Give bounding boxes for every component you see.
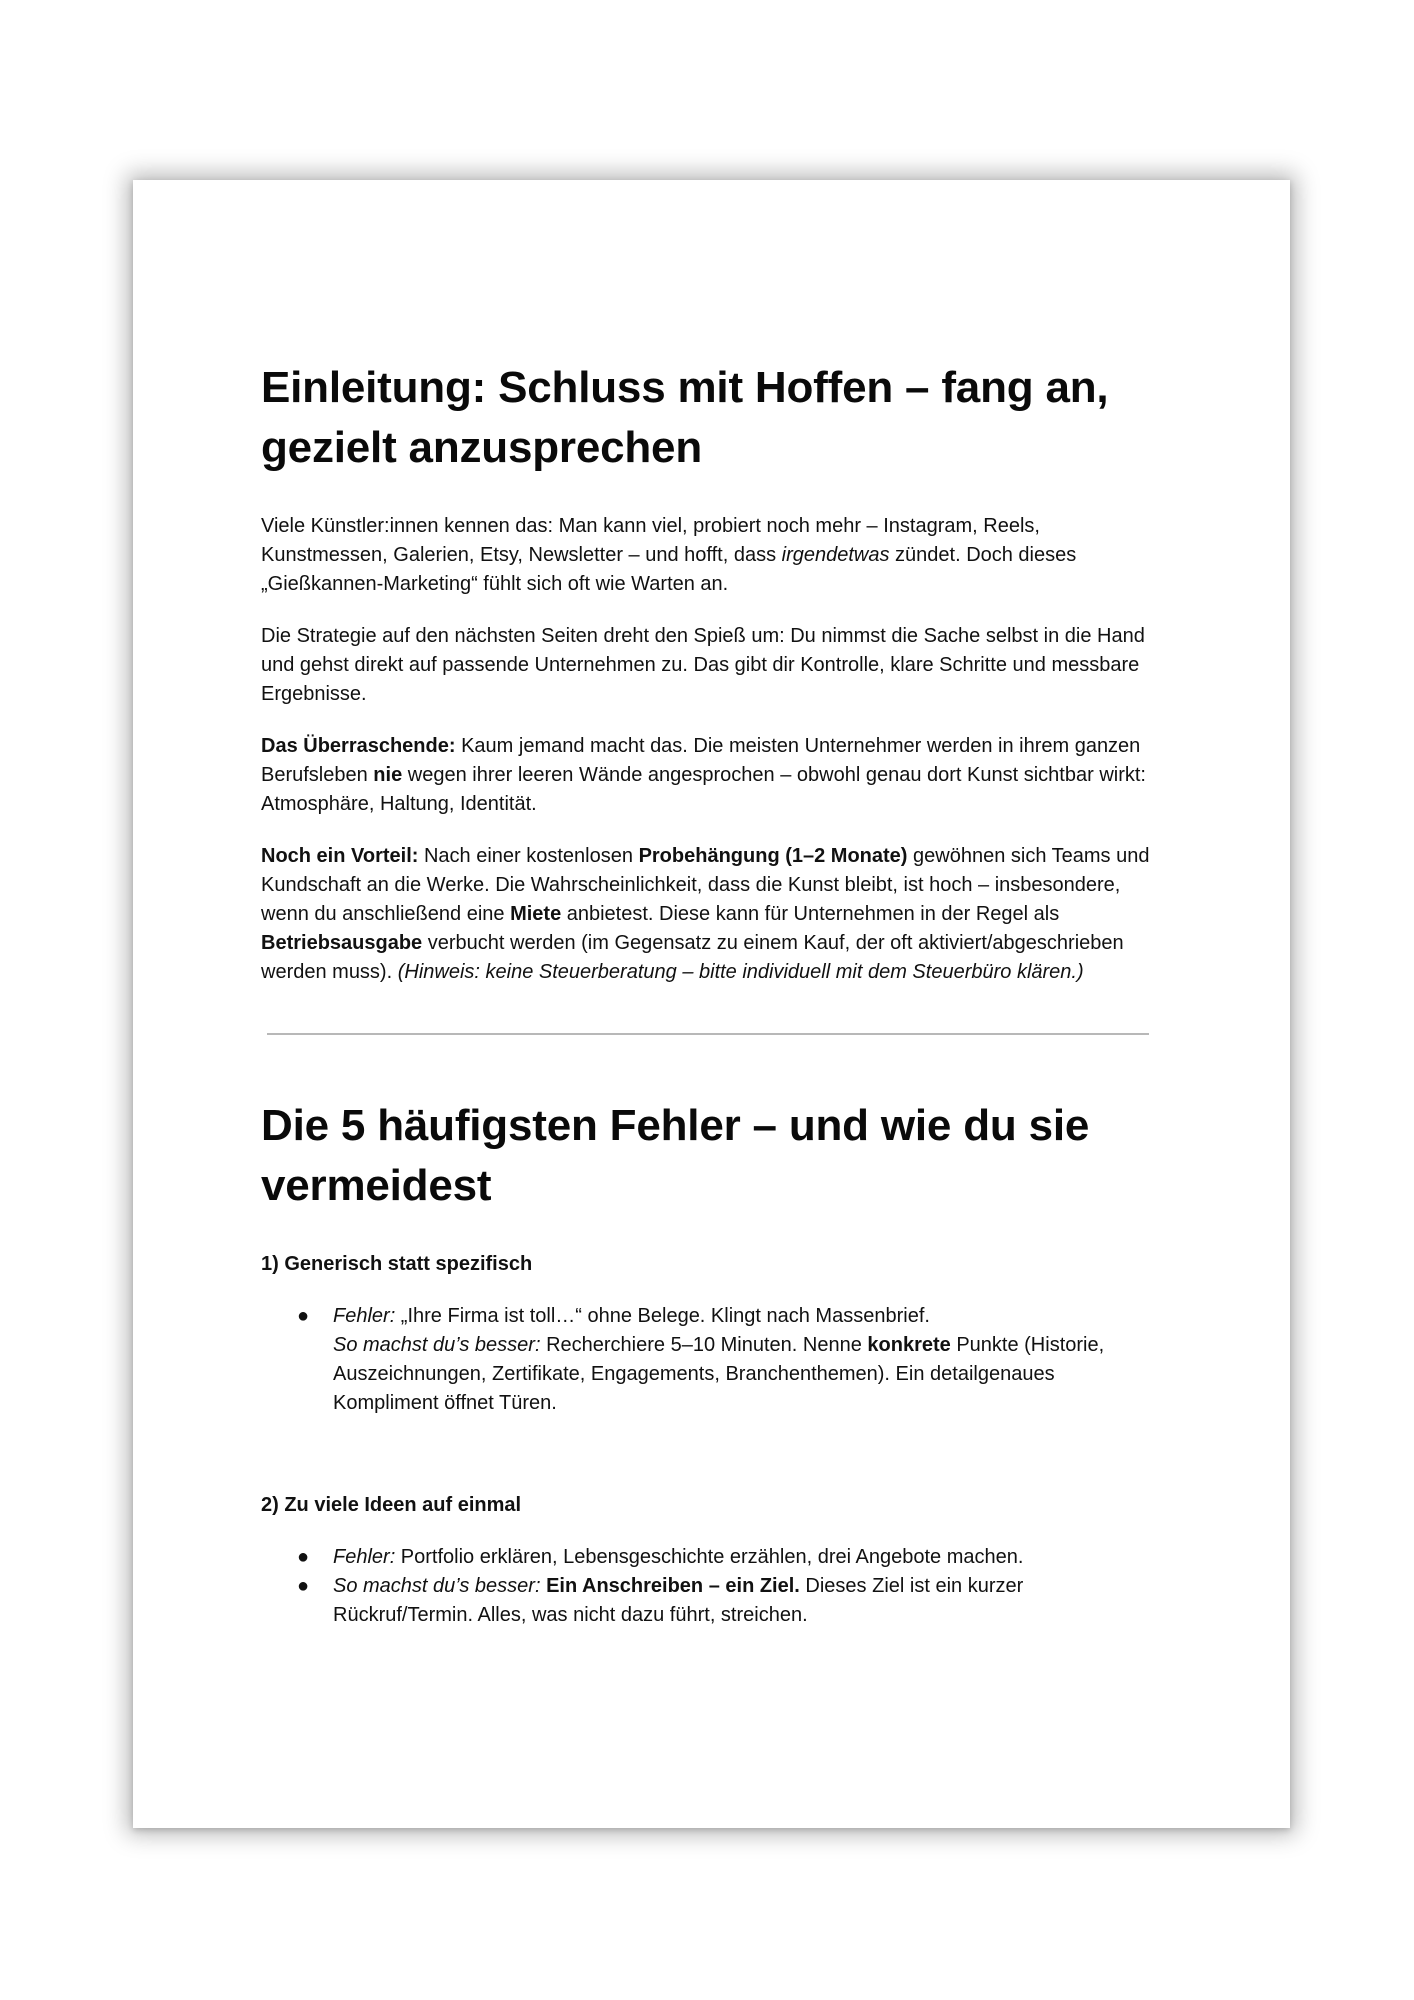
mistake-1-list: [261, 1302, 1156, 1418]
mistakes-heading: Die 5 häufigsten Fehler – und wie du sie vermeidest: [261, 1101, 1090, 1210]
list-item: ● Fehler: Portfolio erklären, Lebensgeschichte erzählen, drei Angebote machen.: [333, 1543, 1156, 1572]
horizontal-divider: [267, 1033, 1149, 1035]
mistake-2-title: 2) Zu viele Ideen auf einmal: [261, 1494, 522, 1516]
intro-paragraph-3: Das Überraschende: Kaum jemand macht das. Die meisten Unternehmer werden in ihrem ganzen Berufsleben nie wegen ihrer leeren Wände angesprochen – obwohl genau dort Kunst sichtbar wirkt: Atmosphäre, Haltung, Identität.: [261, 735, 1146, 815]
emphasis-text: irgendetwas: [781, 544, 890, 566]
bullet-icon: ●: [297, 1546, 310, 1568]
bullet-icon: ●: [297, 1305, 310, 1327]
intro-heading: Einleitung: Schluss mit Hoffen – fang an, gezielt anzusprechen: [261, 363, 1109, 472]
tax-disclaimer: (Hinweis: keine Steuerberatung – bitte individuell mit dem Steuerbüro klären.): [397, 961, 1084, 983]
paragraph-label: Noch ein Vorteil:: [261, 845, 419, 867]
paragraph-label: Das Überraschende:: [261, 735, 456, 757]
list-item: ● So machst du’s besser: Ein Anschreiben – ein Ziel. Dieses Ziel ist ein kurzer Rückruf/Termin. Alles, was nicht dazu führt, streichen.: [333, 1572, 1156, 1630]
mistake-1-title: 1) Generisch statt spezifisch: [261, 1253, 533, 1275]
list-item: ● Fehler: „Ihre Firma ist toll…“ ohne Belege. Klingt nach Massenbrief. So machst du’s besser: Recherchiere 5–10 Minuten. Nenne konkrete Punkte (Historie, Auszeichnungen, Zertifikate, Engagements, Branchenthemen). Ein detailgenaues Kompliment öffnet Türen.: [333, 1302, 1156, 1418]
intro-paragraph-2: Die Strategie auf den nächsten Seiten dreht den Spieß um: Du nimmst die Sache selbst in die Hand und gehst direkt auf passende Unternehmen zu. Das gibt dir Kontrolle, klare Schritte und messbare Ergebnisse.: [261, 625, 1145, 705]
page-content: [261, 358, 1156, 1630]
document-page: [133, 180, 1290, 1828]
intro-paragraph-1: Viele Künstler:innen kennen das: Man kann viel, probiert noch mehr – Instagram, Reels, Kunstmessen, Galerien, Etsy, Newsletter – und hofft, dass irgendetwas zündet. Doch dieses „Gießkannen-Marketing“ fühlt sich oft wie Warten an.: [261, 515, 1077, 595]
bullet-icon: ●: [297, 1575, 310, 1597]
mistake-2-list: [261, 1543, 1156, 1630]
intro-paragraph-4: Noch ein Vorteil: Nach einer kostenlosen Probehängung (1–2 Monate) gewöhnen sich Teams und Kundschaft an die Werke. Die Wahrscheinlichkeit, dass die Kunst bleibt, ist hoch – insbesondere, wenn du anschließend eine Miete anbietest. Diese kann für Unternehmen in der Regel als Betriebsausgabe verbucht werden (im Gegensatz zu einem Kauf, der oft aktiviert/abgeschrieben werden muss). (Hinweis: keine Steuerberatung – bitte individuell mit dem Steuerbüro klären.): [261, 845, 1150, 983]
